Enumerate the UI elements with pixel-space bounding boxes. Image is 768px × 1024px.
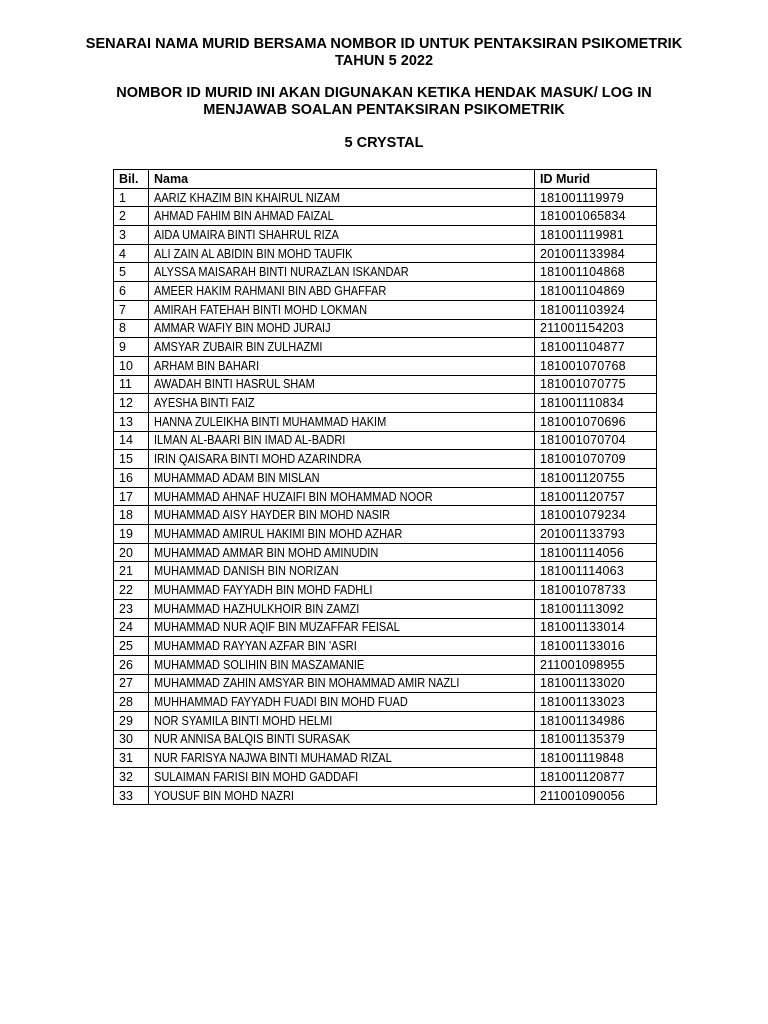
- student-name: MUHAMMAD AMMAR BIN MOHD AMINUDIN: [154, 545, 379, 560]
- student-name: MUHAMMAD ADAM BIN MISLAN: [154, 470, 320, 485]
- table-row: [114, 431, 657, 450]
- row-number: 18: [114, 506, 149, 525]
- student-id: 181001119979: [535, 188, 657, 207]
- title-line-2: TAHUN 5 2022: [334, 53, 434, 69]
- student-id: 181001119848: [535, 749, 657, 768]
- student-name: MUHAMMAD DANISH BIN NORIZAN: [154, 564, 339, 579]
- row-number: 15: [114, 450, 149, 469]
- student-name: YOUSUF BIN MOHD NAZRI: [154, 788, 294, 803]
- student-name: AMIRAH FATEHAH BINTI MOHD LOKMAN: [154, 302, 368, 317]
- student-name-cell: [149, 618, 535, 637]
- table-row: [114, 375, 657, 394]
- student-id: 181001133023: [535, 693, 657, 712]
- student-id: 211001098955: [535, 655, 657, 674]
- row-number: 17: [114, 487, 149, 506]
- column-header-nama: Nama: [149, 170, 535, 189]
- student-name-cell: [149, 394, 535, 413]
- student-name: SULAIMAN FARISI BIN MOHD GADDAFI: [154, 769, 359, 784]
- table-row: [114, 450, 657, 469]
- student-name-cell: [149, 226, 535, 245]
- student-name: HANNA ZULEIKHA BINTI MUHAMMAD HAKIM: [154, 414, 387, 429]
- student-name: AIDA UMAIRA BINTI SHAHRUL RIZA: [154, 227, 339, 242]
- title-line-1: SENARAI NAMA MURID BERSAMA NOMBOR ID UNTUK PENTAKSIRAN PSIKOMETRIK: [85, 36, 683, 52]
- row-number: 20: [114, 543, 149, 562]
- row-number: 6: [114, 282, 149, 301]
- student-name-cell: [149, 711, 535, 730]
- student-id: 181001134986: [535, 711, 657, 730]
- student-id: 181001120757: [535, 487, 657, 506]
- document-title: [0, 36, 768, 70]
- table-row: [114, 581, 657, 600]
- student-name-cell: [149, 469, 535, 488]
- student-name: MUHHAMMAD FAYYADH FUADI BIN MOHD FUAD: [154, 695, 408, 710]
- student-name: MUHAMMAD HAZHULKHOIR BIN ZAMZI: [154, 601, 360, 616]
- student-name: AWADAH BINTI HASRUL SHAM: [154, 377, 315, 392]
- student-name: AARIZ KHAZIM BIN KHAIRUL NIZAM: [154, 190, 341, 205]
- student-name-cell: [149, 282, 535, 301]
- student-id: 181001078733: [535, 581, 657, 600]
- student-name: MUHAMMAD RAYYAN AZFAR BIN 'ASRI: [154, 639, 357, 654]
- table-row: [114, 693, 657, 712]
- student-name: NUR FARISYA NAJWA BINTI MUHAMAD RIZAL: [154, 751, 392, 766]
- student-name-cell: [149, 431, 535, 450]
- student-name-cell: [149, 319, 535, 338]
- student-name: AMSYAR ZUBAIR BIN ZULHAZMI: [154, 340, 323, 355]
- student-name: MUHAMMAD AISY HAYDER BIN MOHD NASIR: [154, 508, 391, 523]
- student-id: 211001154203: [535, 319, 657, 338]
- table-row: [114, 506, 657, 525]
- student-name-cell: [149, 487, 535, 506]
- student-name-cell: [149, 730, 535, 749]
- table-body: [114, 188, 657, 805]
- student-name-cell: [149, 786, 535, 805]
- subtitle-line-1: NOMBOR ID MURID INI AKAN DIGUNAKAN KETIKA HENDAK MASUK/ LOG IN: [116, 85, 652, 101]
- student-name: MUHAMMAD SOLIHIN BIN MASZAMANIE: [154, 657, 365, 672]
- student-name-cell: [149, 525, 535, 544]
- row-number: 1: [114, 188, 149, 207]
- student-id: 181001110834: [535, 394, 657, 413]
- student-name-cell: [149, 637, 535, 656]
- student-name-cell: [149, 244, 535, 263]
- student-name-cell: [149, 749, 535, 768]
- row-number: 9: [114, 338, 149, 357]
- student-id: 181001113092: [535, 599, 657, 618]
- student-id: 181001070768: [535, 356, 657, 375]
- student-name: AYESHA BINTI FAIZ: [154, 396, 255, 411]
- student-roster-table: [113, 169, 657, 805]
- student-name: ILMAN AL-BAARI BIN IMAD AL-BADRI: [154, 433, 346, 448]
- student-name-cell: [149, 543, 535, 562]
- student-id: 181001070704: [535, 431, 657, 450]
- student-name: MUHAMMAD AMIRUL HAKIMI BIN MOHD AZHAR: [154, 526, 403, 541]
- student-name: MUHAMMAD AHNAF HUZAIFI BIN MOHAMMAD NOOR: [154, 489, 433, 504]
- student-name-cell: [149, 674, 535, 693]
- student-name-cell: [149, 506, 535, 525]
- student-id: 181001133016: [535, 637, 657, 656]
- student-name: MUHAMMAD NUR AQIF BIN MUZAFFAR FEISAL: [154, 620, 400, 635]
- student-name-cell: [149, 693, 535, 712]
- table-row: [114, 655, 657, 674]
- column-header-bil: Bil.: [114, 170, 149, 189]
- table-row: [114, 562, 657, 581]
- student-name: AMEER HAKIM RAHMANI BIN ABD GHAFFAR: [154, 283, 387, 298]
- student-id: 181001120877: [535, 768, 657, 787]
- document-subtitle: [0, 85, 768, 119]
- row-number: 23: [114, 599, 149, 618]
- student-name-cell: [149, 562, 535, 581]
- student-id: 181001114063: [535, 562, 657, 581]
- table-row: [114, 469, 657, 488]
- table-row: [114, 300, 657, 319]
- row-number: 28: [114, 693, 149, 712]
- table-row: [114, 244, 657, 263]
- student-id: 181001133014: [535, 618, 657, 637]
- student-id: 181001070709: [535, 450, 657, 469]
- student-name: NUR ANNISA BALQIS BINTI SURASAK: [154, 732, 351, 747]
- table-row: [114, 543, 657, 562]
- student-name-cell: [149, 188, 535, 207]
- row-number: 13: [114, 412, 149, 431]
- student-name-cell: [149, 263, 535, 282]
- student-id: 181001114056: [535, 543, 657, 562]
- student-id: 181001104869: [535, 282, 657, 301]
- student-name: AHMAD FAHIM BIN AHMAD FAIZAL: [154, 209, 334, 224]
- row-number: 22: [114, 581, 149, 600]
- row-number: 14: [114, 431, 149, 450]
- row-number: 27: [114, 674, 149, 693]
- row-number: 7: [114, 300, 149, 319]
- student-id: 181001065834: [535, 207, 657, 226]
- student-name-cell: [149, 338, 535, 357]
- student-name-cell: [149, 412, 535, 431]
- row-number: 26: [114, 655, 149, 674]
- student-name-cell: [149, 375, 535, 394]
- student-name-cell: [149, 450, 535, 469]
- row-number: 4: [114, 244, 149, 263]
- table-row: [114, 412, 657, 431]
- student-id: 181001104877: [535, 338, 657, 357]
- row-number: 5: [114, 263, 149, 282]
- student-id: 201001133793: [535, 525, 657, 544]
- student-name: MUHAMMAD ZAHIN AMSYAR BIN MOHAMMAD AMIR NAZLI: [154, 676, 460, 691]
- student-id: 181001119981: [535, 226, 657, 245]
- subtitle-line-2: MENJAWAB SOALAN PENTAKSIRAN PSIKOMETRIK: [203, 102, 565, 118]
- row-number: 33: [114, 786, 149, 805]
- student-id: 211001090056: [535, 786, 657, 805]
- row-number: 31: [114, 749, 149, 768]
- table-row: [114, 674, 657, 693]
- table-row: [114, 786, 657, 805]
- student-name: ARHAM BIN BAHARI: [154, 358, 260, 373]
- row-number: 3: [114, 226, 149, 245]
- row-number: 19: [114, 525, 149, 544]
- class-name: [0, 135, 768, 152]
- table-row: [114, 637, 657, 656]
- class-name-label: 5 CRYSTAL: [344, 135, 424, 151]
- table-row: [114, 226, 657, 245]
- student-id: 181001135379: [535, 730, 657, 749]
- student-name-cell: [149, 655, 535, 674]
- row-number: 8: [114, 319, 149, 338]
- student-name: MUHAMMAD FAYYADH BIN MOHD FADHLI: [154, 582, 373, 597]
- student-name: ALYSSA MAISARAH BINTI NURAZLAN ISKANDAR: [154, 265, 409, 280]
- table-row: [114, 263, 657, 282]
- student-id: 181001103924: [535, 300, 657, 319]
- table-row: [114, 356, 657, 375]
- table-row: [114, 749, 657, 768]
- student-id: 181001133020: [535, 674, 657, 693]
- student-id: 201001133984: [535, 244, 657, 263]
- student-name: AMMAR WAFIY BIN MOHD JURAIJ: [154, 321, 331, 336]
- student-name-cell: [149, 356, 535, 375]
- row-number: 2: [114, 207, 149, 226]
- student-name-cell: [149, 599, 535, 618]
- row-number: 29: [114, 711, 149, 730]
- table-header-row: [114, 170, 657, 189]
- table-row: [114, 525, 657, 544]
- row-number: 30: [114, 730, 149, 749]
- student-name: ALI ZAIN AL ABIDIN BIN MOHD TAUFIK: [154, 246, 353, 261]
- row-number: 25: [114, 637, 149, 656]
- table-row: [114, 338, 657, 357]
- row-number: 12: [114, 394, 149, 413]
- row-number: 24: [114, 618, 149, 637]
- student-id: 181001070696: [535, 412, 657, 431]
- row-number: 16: [114, 469, 149, 488]
- student-name-cell: [149, 300, 535, 319]
- student-name-cell: [149, 581, 535, 600]
- table-row: [114, 487, 657, 506]
- table-row: [114, 188, 657, 207]
- student-name: IRIN QAISARA BINTI MOHD AZARINDRA: [154, 452, 362, 467]
- row-number: 10: [114, 356, 149, 375]
- student-id: 181001120755: [535, 469, 657, 488]
- table-row: [114, 618, 657, 637]
- table-row: [114, 319, 657, 338]
- table-row: [114, 207, 657, 226]
- student-id: 181001079234: [535, 506, 657, 525]
- table-row: [114, 282, 657, 301]
- table-row: [114, 730, 657, 749]
- row-number: 21: [114, 562, 149, 581]
- table-row: [114, 768, 657, 787]
- student-name: NOR SYAMILA BINTI MOHD HELMI: [154, 713, 333, 728]
- student-id: 181001070775: [535, 375, 657, 394]
- row-number: 32: [114, 768, 149, 787]
- column-header-id-murid: ID Murid: [535, 170, 657, 189]
- table-row: [114, 711, 657, 730]
- student-name-cell: [149, 768, 535, 787]
- student-name-cell: [149, 207, 535, 226]
- table-row: [114, 394, 657, 413]
- row-number: 11: [114, 375, 149, 394]
- student-id: 181001104868: [535, 263, 657, 282]
- table-row: [114, 599, 657, 618]
